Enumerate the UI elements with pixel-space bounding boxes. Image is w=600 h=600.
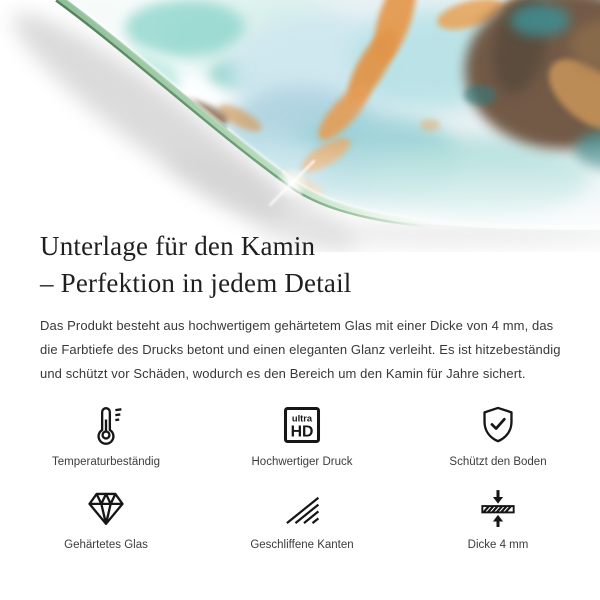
product-photo [0,0,600,252]
svg-text:ultra: ultra [291,413,313,424]
diamond-icon [84,486,128,530]
thermometer-icon [84,403,128,447]
feature-label: Dicke 4 mm [467,539,529,551]
feature-label: Geschliffene Kanten [250,539,354,551]
feature-tempered-glass [8,486,204,552]
feature-floor-protection [400,403,596,469]
thickness-icon [476,486,520,530]
shield-check-icon [476,403,520,447]
feature-label: Gehärtetes Glas [64,539,148,551]
feature-print-quality [204,403,400,469]
page-title-line2: – Perfektion in jedem Detail [40,268,352,298]
svg-text:HD: HD [290,423,314,441]
page-title-line1: Unterlage für den Kamin [40,231,316,261]
polished-edges-icon [281,486,323,530]
feature-label: Schützt den Boden [449,456,547,468]
feature-label: Temperaturbeständig [51,456,161,468]
feature-polished-edges [204,486,400,552]
page-title [40,228,564,302]
feature-temperature [8,403,204,469]
product-copy [40,228,564,386]
product-description: Das Produkt besteht aus hochwertigem gehärtetem Glas mit einer Dicke von 4 mm, das die Farbtiefe des Drucks betont und einen eleganten Glanz verleiht. Es ist hitzebeständig und schützt vor Schäden, wodurch es den Bereich um den Kamin für Jahre sichert. [40,318,561,381]
features-grid [8,403,596,552]
feature-label: Hochwertiger Druck [251,456,353,468]
feature-thickness [400,486,596,552]
ultra-hd-icon [280,403,324,447]
